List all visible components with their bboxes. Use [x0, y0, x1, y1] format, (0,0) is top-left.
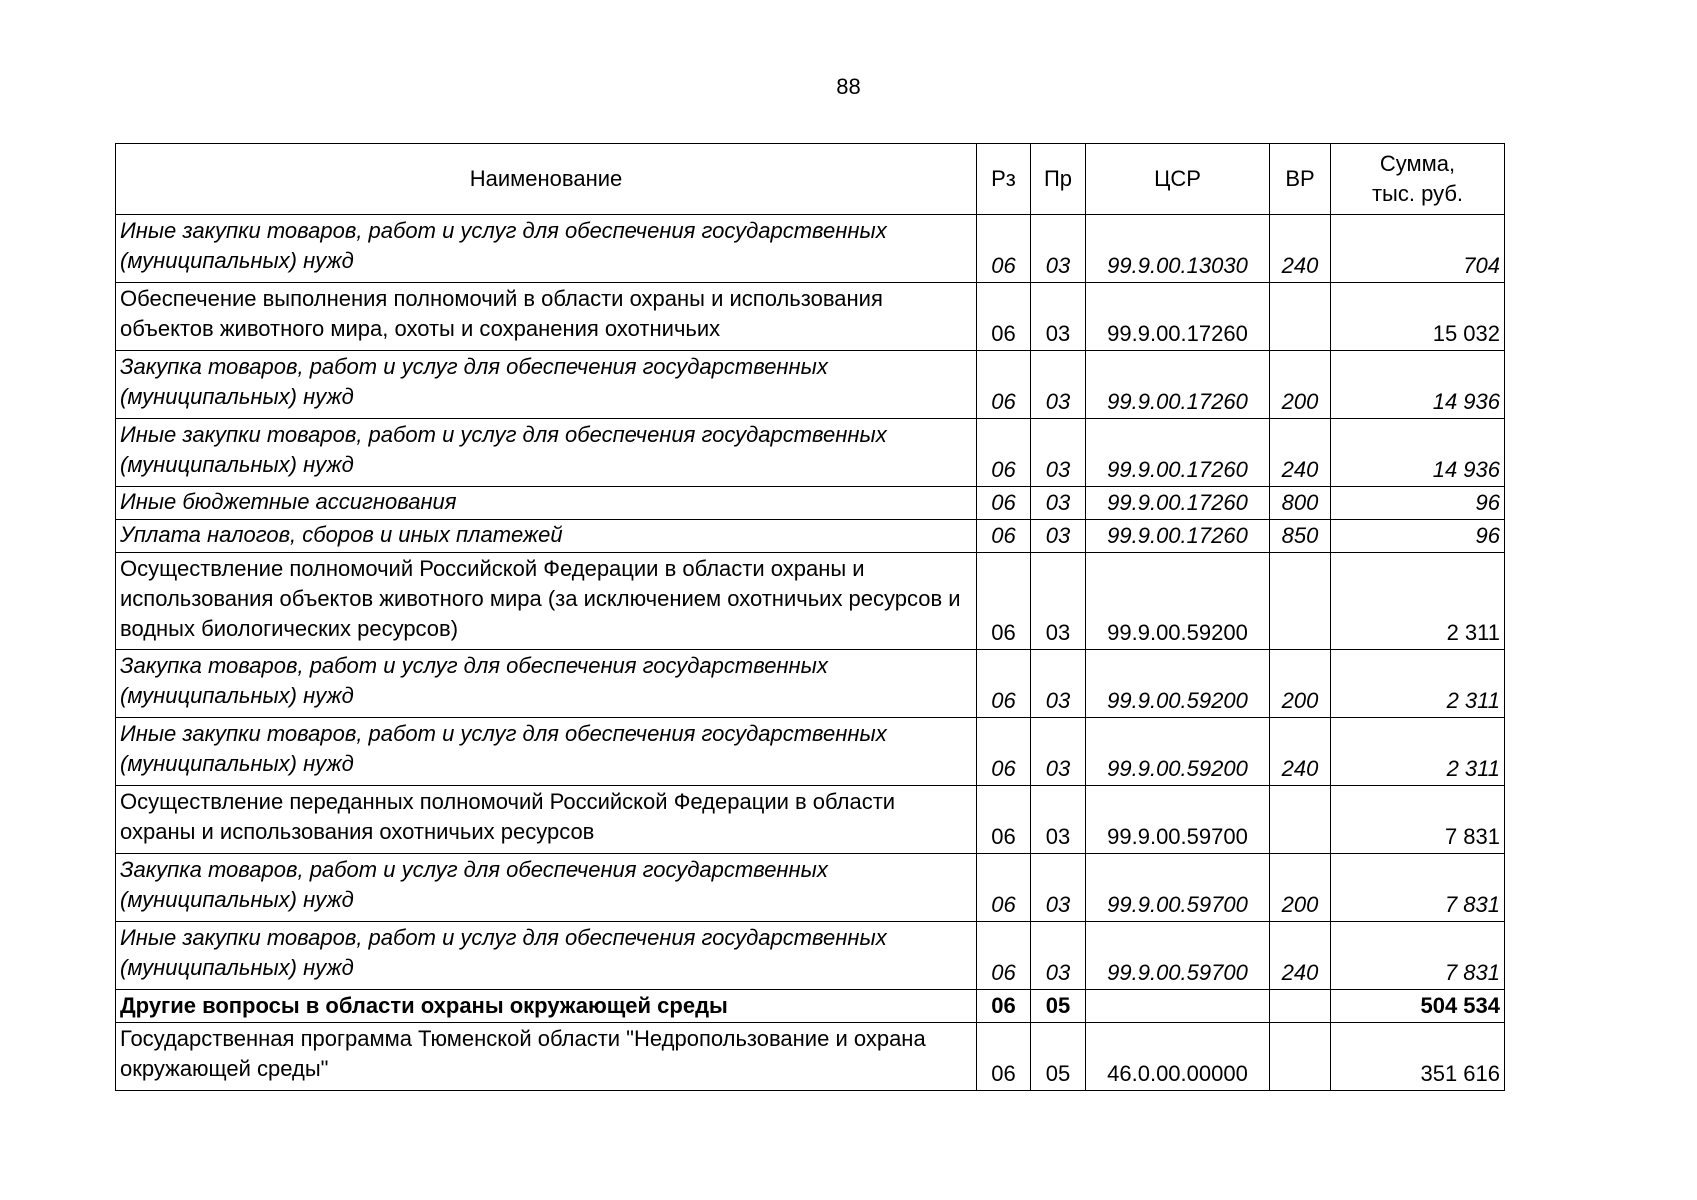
row-pr: 05 [1031, 1023, 1086, 1091]
row-name: Закупка товаров, работ и услуг для обеспечения государственных (муниципальных) нужд [116, 351, 977, 419]
row-pr: 03 [1031, 922, 1086, 990]
row-csr: 99.9.00.17260 [1086, 283, 1270, 351]
row-vr: 240 [1270, 419, 1331, 487]
row-rz: 06 [977, 553, 1031, 650]
row-csr: 99.9.00.17260 [1086, 487, 1270, 520]
table-row [116, 520, 1505, 553]
row-csr: 99.9.00.17260 [1086, 419, 1270, 487]
header-csr: ЦСР [1086, 144, 1270, 215]
row-name: Иные закупки товаров, работ и услуг для обеспечения государственных (муниципальных) нужд [116, 922, 977, 990]
row-name: Иные закупки товаров, работ и услуг для обеспечения государственных (муниципальных) нужд [116, 419, 977, 487]
table-row [116, 990, 1505, 1023]
row-sum: 7 831 [1331, 922, 1505, 990]
row-rz: 06 [977, 283, 1031, 351]
row-name: Закупка товаров, работ и услуг для обеспечения государственных (муниципальных) нужд [116, 854, 977, 922]
row-vr: 200 [1270, 650, 1331, 718]
row-sum: 14 936 [1331, 419, 1505, 487]
row-csr: 99.9.00.59700 [1086, 922, 1270, 990]
row-vr: 240 [1270, 718, 1331, 786]
table-row [116, 215, 1505, 283]
row-sum: 7 831 [1331, 786, 1505, 854]
row-rz: 06 [977, 215, 1031, 283]
table-row [116, 351, 1505, 419]
row-vr: 200 [1270, 854, 1331, 922]
row-name: Другие вопросы в области охраны окружающей среды [116, 990, 977, 1023]
row-name: Государственная программа Тюменской области "Недропользование и охрана окружающей среды" [116, 1023, 977, 1091]
row-rz: 06 [977, 718, 1031, 786]
header-rz: Рз [977, 144, 1031, 215]
row-vr [1270, 1023, 1331, 1091]
row-pr: 03 [1031, 351, 1086, 419]
row-name: Иные закупки товаров, работ и услуг для обеспечения государственных (муниципальных) нужд [116, 215, 977, 283]
row-csr [1086, 990, 1270, 1023]
header-sum-line2: тыс. руб. [1371, 181, 1464, 206]
row-vr [1270, 786, 1331, 854]
header-pr: Пр [1031, 144, 1086, 215]
row-vr: 800 [1270, 487, 1331, 520]
table-row [116, 718, 1505, 786]
header-name: Наименование [116, 144, 977, 215]
row-rz: 06 [977, 351, 1031, 419]
header-sum [1331, 144, 1505, 215]
row-rz: 06 [977, 786, 1031, 854]
row-pr: 03 [1031, 854, 1086, 922]
row-name: Иные закупки товаров, работ и услуг для обеспечения государственных (муниципальных) нужд [116, 718, 977, 786]
row-vr [1270, 553, 1331, 650]
row-vr: 850 [1270, 520, 1331, 553]
row-name: Иные бюджетные ассигнования [116, 487, 977, 520]
budget-table [115, 143, 1505, 1091]
row-vr: 240 [1270, 922, 1331, 990]
table-row [116, 786, 1505, 854]
row-pr: 03 [1031, 520, 1086, 553]
row-sum: 351 616 [1331, 1023, 1505, 1091]
row-pr: 05 [1031, 990, 1086, 1023]
table-row [116, 283, 1505, 351]
row-sum: 504 534 [1331, 990, 1505, 1023]
row-rz: 06 [977, 990, 1031, 1023]
table-row [116, 650, 1505, 718]
header-sum-line1: Сумма, [1379, 151, 1456, 176]
row-name: Обеспечение выполнения полномочий в области охраны и использования объектов животного мира, охоты и сохранения охотничьих [116, 283, 977, 351]
row-sum: 15 032 [1331, 283, 1505, 351]
row-sum: 2 311 [1331, 553, 1505, 650]
row-vr [1270, 990, 1331, 1023]
table-row [116, 854, 1505, 922]
row-sum: 96 [1331, 487, 1505, 520]
table-row [116, 553, 1505, 650]
row-csr: 99.9.00.59700 [1086, 854, 1270, 922]
header-vr: ВР [1270, 144, 1331, 215]
row-name: Осуществление переданных полномочий Российской Федерации в области охраны и использования охотничьих ресурсов [116, 786, 977, 854]
row-rz: 06 [977, 854, 1031, 922]
page-number: 88 [836, 74, 861, 99]
row-pr: 03 [1031, 283, 1086, 351]
row-vr: 240 [1270, 215, 1331, 283]
row-sum: 2 311 [1331, 718, 1505, 786]
row-pr: 03 [1031, 650, 1086, 718]
row-csr: 99.9.00.59700 [1086, 786, 1270, 854]
row-rz: 06 [977, 520, 1031, 553]
table-row [116, 419, 1505, 487]
row-pr: 03 [1031, 419, 1086, 487]
row-pr: 03 [1031, 786, 1086, 854]
row-rz: 06 [977, 650, 1031, 718]
row-name: Закупка товаров, работ и услуг для обеспечения государственных (муниципальных) нужд [116, 650, 977, 718]
row-rz: 06 [977, 922, 1031, 990]
table-row [116, 1023, 1505, 1091]
row-sum: 96 [1331, 520, 1505, 553]
row-rz: 06 [977, 419, 1031, 487]
row-name: Осуществление полномочий Российской Федерации в области охраны и использования объектов животного мира (за исключением охотничьих ресурсов и водных биологических ресурсов) [116, 553, 977, 650]
row-sum: 704 [1331, 215, 1505, 283]
row-pr: 03 [1031, 487, 1086, 520]
row-pr: 03 [1031, 215, 1086, 283]
row-csr: 99.9.00.59200 [1086, 718, 1270, 786]
row-name: Уплата налогов, сборов и иных платежей [116, 520, 977, 553]
row-csr: 99.9.00.59200 [1086, 650, 1270, 718]
table-header-row [116, 144, 1505, 215]
row-sum: 2 311 [1331, 650, 1505, 718]
row-csr: 46.0.00.00000 [1086, 1023, 1270, 1091]
row-pr: 03 [1031, 718, 1086, 786]
row-vr [1270, 283, 1331, 351]
row-pr: 03 [1031, 553, 1086, 650]
row-csr: 99.9.00.59200 [1086, 553, 1270, 650]
row-csr: 99.9.00.17260 [1086, 351, 1270, 419]
row-sum: 14 936 [1331, 351, 1505, 419]
row-rz: 06 [977, 487, 1031, 520]
row-vr: 200 [1270, 351, 1331, 419]
row-sum: 7 831 [1331, 854, 1505, 922]
table-row [116, 922, 1505, 990]
row-csr: 99.9.00.13030 [1086, 215, 1270, 283]
row-rz: 06 [977, 1023, 1031, 1091]
row-csr: 99.9.00.17260 [1086, 520, 1270, 553]
table-row [116, 487, 1505, 520]
